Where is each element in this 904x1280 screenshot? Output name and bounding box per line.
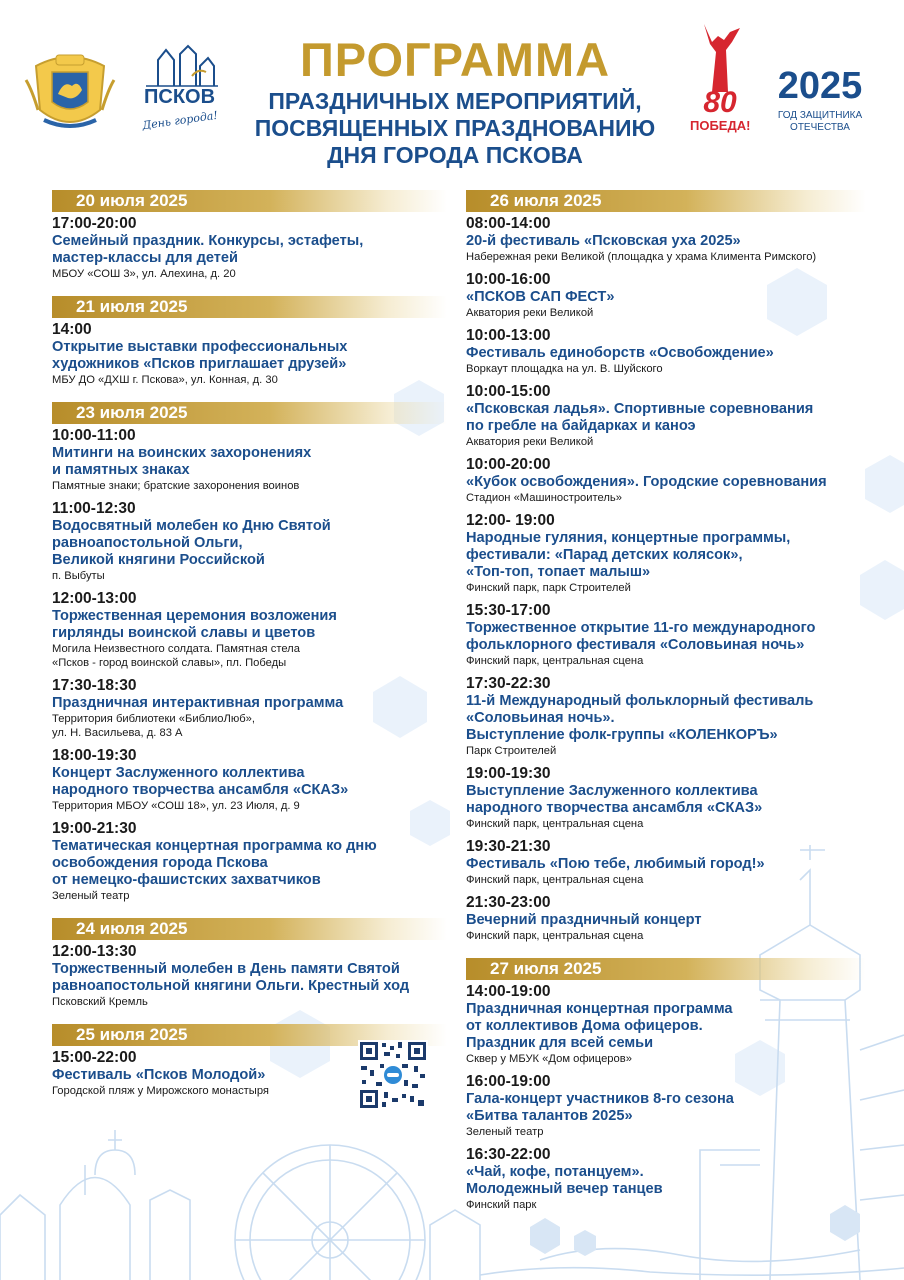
event-item [466,271,866,320]
page-title: ПРОГРАММА [299,33,611,86]
event-title-line: Концерт Заслуженного коллектива [52,765,305,781]
event-title-line: 20-й фестиваль «Псковская уха 2025» [466,233,741,249]
event-time: 19:00-21:30 [52,820,137,837]
event-place-line: Могила Неизвестного солдата. Памятная стела [52,643,300,655]
event-time: 17:00-20:00 [52,215,137,232]
event-place [466,491,866,505]
event-place-line: Парк Строителей [466,745,557,757]
event-time: 16:30-22:00 [466,1146,551,1163]
event-time: 12:00-13:30 [52,943,137,960]
day-spacer [52,394,447,402]
schedule-left-column [52,190,447,1105]
event-item [466,765,866,831]
event-place [466,817,866,831]
event-place [52,712,447,740]
year-number: 2025 [777,65,863,107]
event-place-line: Территория библиотеки «БиблиоЛюб», [52,713,255,725]
event-title-line: освобождения города Пскова [52,855,268,871]
event-time: 21:30-23:00 [466,894,551,911]
event-time: 12:00- 19:00 [466,512,555,529]
event-place-line: Территория МБОУ «СОШ 18», ул. 23 Июля, д. 9 [52,800,300,812]
event-title-line: Молодежный вечер танцев [466,1181,663,1197]
motherland-statue-icon [690,22,750,92]
event-place [52,799,447,813]
event-item [52,321,447,387]
event-title-line: Водосвятный молебен ко Дню Святой [52,518,331,534]
event-title-line: Выступление Заслуженного коллектива [466,783,758,799]
schedule-right-column [466,190,866,1219]
event-place-line: Акватория реки Великой [466,436,594,448]
event-place [466,435,866,449]
event-place [52,995,447,1009]
event-place [466,929,866,943]
event-place-line: Зеленый театр [466,1126,544,1138]
event-item [466,383,866,449]
event-place-line: Городской пляж у Мирожского монастыря [52,1085,269,1097]
event-title [52,765,447,799]
event-item [466,894,866,943]
event-title-line: Праздничная концертная программа [466,1001,733,1017]
event-time: 10:00-11:00 [52,427,136,444]
event-item [466,838,866,887]
event-item [466,1073,866,1139]
event-time: 19:00-19:30 [466,765,551,782]
event-title-line: по гребле на байдарках и каноэ [466,418,696,434]
event-title-line: Великой княгини Российской [52,552,265,568]
event-title-line: Семейный праздник. Конкурсы, эстафеты, [52,233,364,249]
subtitle-line: ДНЯ ГОРОДА ПСКОВА [327,142,583,168]
event-place-line: «Псков - город воинской славы», пл. Победы [52,657,287,669]
event-title-line: «Псковская ладья». Спортивные соревнования [466,401,814,417]
event-title-line: Фестиваль «Пою тебе, любимый город!» [466,856,765,872]
event-title [466,693,866,744]
event-title [52,838,447,889]
event-item [52,215,447,281]
pskov-coat-of-arms-icon [22,50,118,136]
event-title-line: народного творчества ансамбля «СКАЗ» [52,782,349,798]
event-title [466,474,866,491]
event-title-line: «Топ-топ, топает малыш» [466,564,651,580]
event-time: 08:00-14:00 [466,215,551,232]
event-time: 19:30-21:30 [466,838,551,855]
day-spacer [466,950,866,958]
event-title-line: от немецко-фашистских захватчиков [52,872,321,888]
victory-number: 80 [703,86,737,119]
event-item [52,747,447,813]
event-time: 16:00-19:00 [466,1073,551,1090]
subtitle-line: ПРАЗДНИЧНЫХ МЕРОПРИЯТИЙ, [268,88,642,114]
event-title-line: 11-й Международный фольклорный фестиваль [466,693,814,709]
event-item [466,983,866,1066]
event-place-line: Акватория реки Великой [466,307,594,319]
event-title [52,518,447,569]
event-title-line: «Соловьиная ночь». [466,710,615,726]
event-place-line: Финский парк, центральная сцена [466,930,644,942]
event-place-line: Финский парк, центральная сцена [466,818,644,830]
event-title-line: Фестиваль единоборств «Освобождение» [466,345,774,361]
victory-text: ПОБЕДА! [690,118,751,133]
event-place-line: МБОУ «СОШ 3», ул. Алехина, д. 20 [52,268,236,280]
event-title-line: Выступление фолк-группы «КОЛЕНКОРЪ» [466,727,778,743]
event-place-line: п. Выбуты [52,570,105,582]
event-title-line: Тематическая концертная программа ко дню [52,838,377,854]
event-title [466,530,866,581]
event-time: 15:30-17:00 [466,602,551,619]
event-place-line: Финский парк, центральная сцена [466,874,644,886]
event-title-line: Митинги на воинских захоронениях [52,445,312,461]
event-title-line: Вечерний праздничный концерт [466,912,702,928]
event-title [466,401,866,435]
event-title-line: равноапостольной княгини Ольги. Крестный ход [52,978,410,994]
event-title-line: гирлянды воинской славы и цветов [52,625,316,641]
event-place [52,642,447,670]
event-place [466,306,866,320]
event-item [52,427,447,493]
event-title [466,233,866,250]
event-place-line: Памятные знаки; братские захоронения воинов [52,480,300,492]
date-header: 23 июля 2025 [52,402,447,424]
day-spacer [52,910,447,918]
event-title-line: Гала-концерт участников 8-го сезона [466,1091,734,1107]
event-title-line: Праздник для всей семьи [466,1035,654,1051]
event-time: 17:30-22:30 [466,675,551,692]
event-title-line: «ПСКОВ САП ФЕСТ» [466,289,615,305]
event-place [466,654,866,668]
event-place [52,889,447,903]
event-item [466,215,866,264]
event-title-line: Праздничная интерактивная программа [52,695,344,711]
event-title [52,961,447,995]
event-time: 10:00-16:00 [466,271,551,288]
event-title-line: Народные гуляния, концертные программы, [466,530,791,546]
subtitle-line: ПОСВЯЩЕННЫХ ПРАЗДНОВАНИЮ [254,115,656,141]
event-title [466,856,866,873]
event-item [466,1146,866,1212]
event-time: 14:00 [52,321,92,338]
event-item [466,602,866,668]
event-title [52,233,447,267]
event-place-line: Стадион «Машиностроитель» [466,492,622,504]
event-title-line: «Битва талантов 2025» [466,1108,633,1124]
date-header: 21 июля 2025 [52,296,447,318]
event-title-line: и памятных знаках [52,462,190,478]
event-place [466,250,866,264]
event-place-line: Финский парк, парк Строителей [466,582,631,594]
event-place [466,873,866,887]
event-title [466,1164,866,1198]
event-place [52,373,447,387]
date-header: 24 июля 2025 [52,918,447,940]
event-place [466,362,866,376]
event-title-line: художников «Псков приглашает друзей» [52,356,347,372]
date-header: 27 июля 2025 [466,958,866,980]
event-title-line: Торжественный молебен в День памяти Святой [52,961,400,977]
city-logo-text: ПСКОВ [144,86,216,108]
event-item [52,590,447,670]
event-title [466,620,866,654]
page-subtitle [218,88,692,169]
event-title [52,695,447,712]
event-title-line: «Кубок освобождения». Городские соревнования [466,474,827,490]
event-time: 10:00-20:00 [466,456,551,473]
event-title-line: мастер-классы для детей [52,250,239,266]
event-title [466,1091,866,1125]
event-time: 10:00-13:00 [466,327,551,344]
event-place-line: Псковский Кремль [52,996,148,1008]
year-caption-1: ГОД ЗАЩИТНИКА [777,110,863,121]
event-place [466,1198,866,1212]
event-item [52,820,447,903]
event-place [466,744,866,758]
event-title-line: Торжественная церемония возложения [52,608,337,624]
event-title-line: Торжественное открытие 11-го международного [466,620,816,636]
event-title [466,289,866,306]
event-title-line: Открытие выставки профессиональных [52,339,348,355]
event-time: 10:00-15:00 [466,383,551,400]
event-time: 12:00-13:00 [52,590,137,607]
event-title-line: фестивали: «Парад детских колясок», [466,547,743,563]
event-title-line: Фестиваль «Псков Молодой» [52,1067,266,1083]
event-place [52,569,447,583]
event-title [52,339,447,373]
event-place-line: Воркаут площадка на ул. В. Шуйского [466,363,663,375]
event-item [52,677,447,740]
event-time: 18:00-19:30 [52,747,137,764]
event-place-line: Зеленый театр [52,890,130,902]
event-title-line: народного творчества ансамбля «СКАЗ» [466,800,763,816]
event-title [466,345,866,362]
qr-code-icon [358,1040,428,1110]
event-title-line: фольклорного фестиваля «Соловьиная ночь» [466,637,805,653]
event-item [466,327,866,376]
victory-80-logo [690,22,750,140]
event-time: 14:00-19:00 [466,983,551,1000]
event-place-line: МБУ ДО «ДХШ г. Пскова», ул. Конная, д. 30 [52,374,278,386]
year-caption-2: ОТЕЧЕСТВА [790,122,850,133]
event-place [52,267,447,281]
event-place [466,581,866,595]
event-place-line: Финский парк [466,1199,537,1211]
date-header: 26 июля 2025 [466,190,866,212]
event-time: 15:00-22:00 [52,1049,137,1066]
event-title-line: «Чай, кофе, потанцуем». [466,1164,644,1180]
event-place-line: ул. Н. Васильева, д. 83 А [52,727,183,739]
event-place-line: Сквер у МБУК «Дом офицеров» [466,1053,632,1065]
event-place [52,479,447,493]
event-place-line: Финский парк, центральная сцена [466,655,644,667]
event-item [466,456,866,505]
event-place-line: Набережная реки Великой (площадка у храма Климента Римского) [466,251,817,263]
event-title-line: от коллективов Дома офицеров. [466,1018,703,1034]
event-item [466,675,866,758]
year-of-defender-logo [770,66,870,138]
day-spacer [52,288,447,296]
day-spacer [52,1016,447,1024]
event-item [466,512,866,595]
city-day-logo [136,42,222,142]
event-time: 17:30-18:30 [52,677,137,694]
event-title [466,1001,866,1052]
date-header: 25 июля 2025 [52,1024,447,1046]
city-logo-script: День города! [141,108,219,133]
event-place [466,1125,866,1139]
event-item [52,500,447,583]
event-title [52,445,447,479]
event-title [52,608,447,642]
date-header: 20 июля 2025 [52,190,447,212]
event-place [466,1052,866,1066]
event-title-line: равноапостольной Ольги, [52,535,243,551]
event-item [52,943,447,1009]
event-title [466,783,866,817]
event-time: 11:00-12:30 [52,500,136,517]
event-title [466,912,866,929]
